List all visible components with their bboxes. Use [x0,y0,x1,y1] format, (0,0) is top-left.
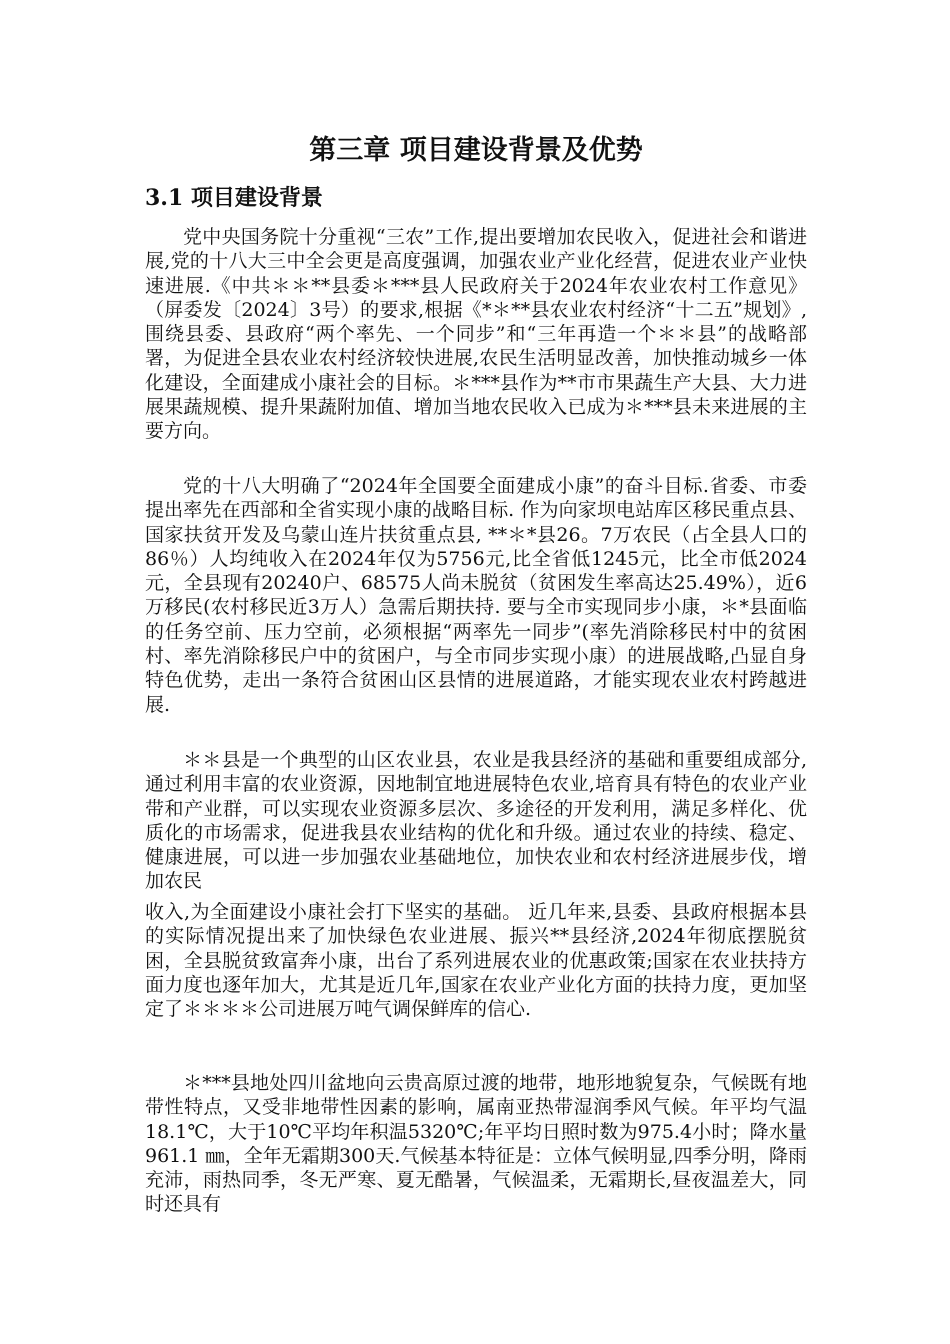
paragraph-4: 收入,为全面建设小康社会打下坚实的基础。 近几年来,县委、县政府根据本县的实际情况提出来了加快绿色农业进展、振兴**县经济,2024年彻底摆脱贫困，全县脱贫致富奔小康，出台了系列进展农业的优惠政策;国家在农业扶持方面力度也逐年加大，尤其是近几年,国家在农业产业化方面的扶持力度，更加坚定了＊＊＊＊公司进展万吨气调保鲜库的信心. [145,901,807,1021]
chapter-title: 第三章 项目建设背景及优势 [309,135,643,166]
paragraph-5: ＊***县地处四川盆地向云贵高原过渡的地带，地形地貌复杂，气候既有地带性特点，又受非地带性因素的影响，属南亚热带湿润季风气候。年平均气温18.1℃，大于10℃平均年积温5320℃;年平均日照时数为975.4小时；降水量961.1 ㎜，全年无霜期300天.气候基本特征是：立体气候明显,四季分明，降雨充沛，雨热同季，冬无严寒、夏无酷暑，气候温柔，无霜期长,昼夜温差大，同时还具有 [145,1072,807,1216]
paragraph-3: ＊＊县是一个典型的山区农业县，农业是我县经济的基础和重要组成部分,通过利用丰富的农业资源，因地制宜地进展特色农业,培育具有特色的农业产业带和产业群，可以实现农业资源多层次、多途径的开发利用，满足多样化、优质化的市场需求，促进我县农业结构的优化和升级。通过农业的持续、稳定、健康进展，可以进一步加强农业基础地位，加快农业和农村经济进展步伐，增加农民 [145,749,807,893]
paragraph-2: 党的十八大明确了“2024年全国要全面建成小康”的奋斗目标.省委、市委提出率先在西部和全省实现小康的战略目标. 作为向家坝电站库区移民重点县、国家扶贫开发及乌蒙山连片扶贫重点县, **＊*县26。7万农民（占全县人口的86％）人均纯收入在2024年仅为5756元,比全省低1245元，比全市低2024元，全县现有20240户、68575人尚未脱贫（贫困发生率高达25.49%），近6万移民(农村移民近3万人）急需后期扶持. 要与全市实现同步小康，＊*县面临的任务空前、压力空前，必须根据“两率先一同步”(率先消除移民村中的贫困村、率先消除移民户中的贫困户，与全市同步实现小康）的进展战略,凸显自身特色优势，走出一条符合贫困山区县情的进展道路，才能实现农业农村跨越进展. [145,475,807,716]
section-title: 3.1 项目建设背景 [145,185,323,211]
paragraph-1: 党中央国务院十分重视“三农”工作,提出要增加农民收入，促进社会和谐进展,党的十八大三中全会更是高度强调，加强农业产业化经营，促进农业产业快速进展.《中共＊＊**县委＊***县人民政府关于2024年农业农村工作意见》（屏委发〔2024〕3号）的要求,根据《*＊**县农业农村经济“十二五”规划》,围绕县委、县政府“两个率先、一个同步”和“三年再造一个＊＊县”的战略部署，为促进全县农业农村经济较快进展,农民生活明显改善，加快推动城乡一体化建设，全面建成小康社会的目标。＊***县作为**市市果蔬生产大县、大力进展果蔬规模、提升果蔬附加值、增加当地农民收入已成为＊***县未来进展的主要方向。 [145,226,807,443]
